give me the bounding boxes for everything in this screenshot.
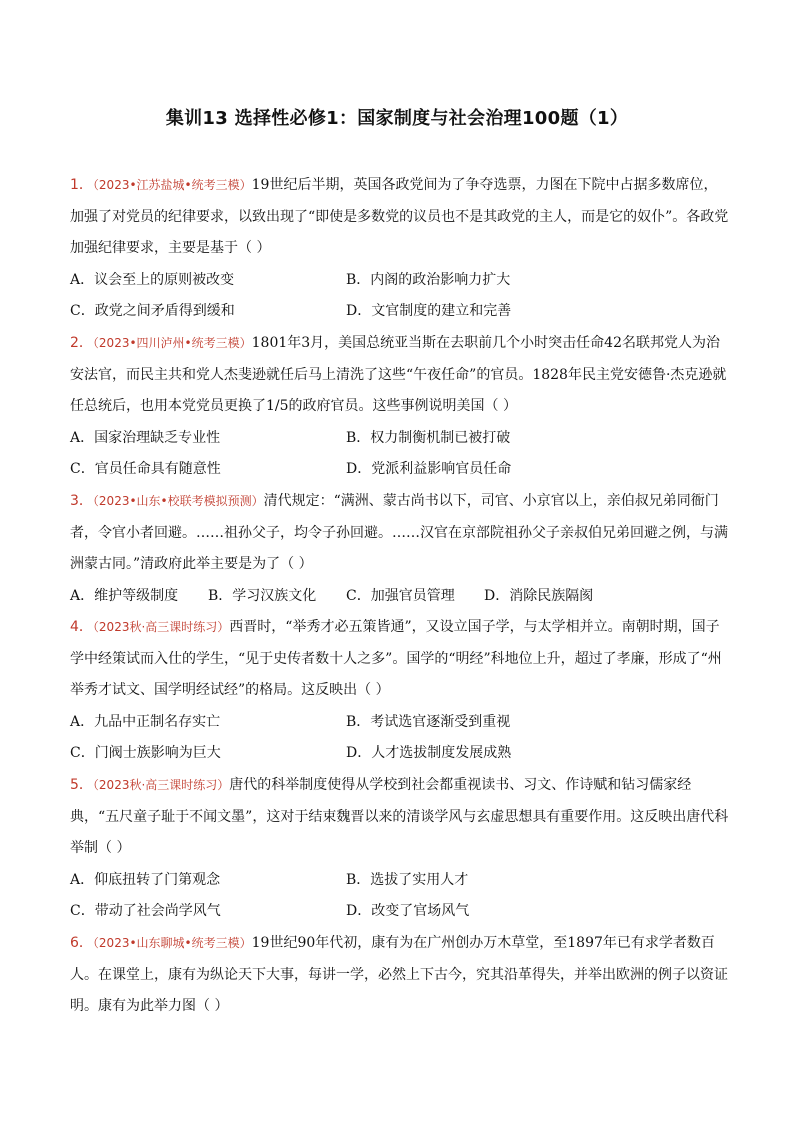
question-text: 19世纪后半期，英国各政党间为了争夺选票，力图在下院中占据多数席位，加强了对党员的纪律要求，以致出现了“即使是多数党的议员也不是其政党的主人，而是它的奴仆”。各政党加强纪律要求，主要是基于（ ） bbox=[70, 177, 729, 256]
question-2 bbox=[70, 328, 730, 477]
question-5 bbox=[70, 770, 730, 919]
question-text: 清代规定：“满洲、蒙古尚书以下，司官、小京官以上，亲伯叔兄弟同衙门者，令官小者回避。……祖孙父子，均令子孙回避。……汉官在京部院祖孙父子亲叔伯兄弟回避之例，与满洲蒙古同。”清政府此举主要是为了（ ） bbox=[70, 493, 728, 572]
option-a[interactable]: A．国家治理缺乏专业性 bbox=[70, 429, 221, 446]
option-d[interactable]: D．党派利益影响官员任命 bbox=[346, 461, 512, 477]
option-d[interactable]: D．文官制度的建立和完善 bbox=[346, 303, 512, 319]
option-c[interactable]: C．带动了社会尚学风气 bbox=[70, 903, 221, 919]
question-stem bbox=[70, 328, 730, 423]
question-4 bbox=[70, 612, 730, 761]
question-source: （2023•山东聊城•统考三模） bbox=[92, 936, 252, 950]
question-text: 唐代的科举制度使得从学校到社会都重视读书、习文、作诗赋和钻习儒家经典，“五尺童子耻于不闻文墨”，这对于结束魏晋以来的清谈学风与玄虚思想具有重要作用。这反映出唐代科举制（ ） bbox=[70, 777, 729, 856]
question-number: 3． bbox=[70, 493, 93, 509]
question-1 bbox=[70, 170, 730, 319]
question-stem bbox=[70, 486, 730, 581]
question-6 bbox=[70, 928, 730, 1023]
question-stem bbox=[70, 170, 730, 265]
option-b[interactable]: B．权力制衡机制已被打破 bbox=[346, 429, 511, 446]
question-number: 2． bbox=[70, 335, 93, 351]
option-a[interactable]: A．议会至上的原则被改变 bbox=[70, 271, 235, 288]
question-source: （2023秋·高三课时练习） bbox=[92, 620, 230, 634]
question-number: 4． bbox=[70, 619, 93, 635]
question-number: 6． bbox=[70, 935, 93, 951]
option-d[interactable]: D．改变了官场风气 bbox=[346, 903, 470, 919]
question-text: 1801年3月，美国总统亚当斯在去职前几个小时突击任命42名联邦党人为治安法官，而民主共和党人杰斐逊就任后马上清洗了这些“午夜任命”的官员。1828年民主党安德鲁·杰克逊就任总统后，也用本党党员更换了1/5的政府官员。这些事例说明美国（ ） bbox=[70, 335, 727, 414]
question-stem bbox=[70, 770, 730, 865]
page-title: 集训13 选择性必修1：国家制度与社会治理100题（1） bbox=[165, 108, 629, 129]
option-b[interactable]: B．考试选官逐渐受到重视 bbox=[346, 713, 511, 730]
question-source: （2023•山东•校联考模拟预测） bbox=[92, 494, 264, 508]
question-source: （2023•江苏盐城•统考三模） bbox=[92, 178, 252, 192]
question-number: 5． bbox=[70, 777, 93, 793]
option-c[interactable]: C．官员任命具有随意性 bbox=[70, 461, 221, 477]
question-3 bbox=[70, 486, 730, 604]
option-a[interactable]: A．维护等级制度 bbox=[70, 587, 179, 604]
question-number: 1． bbox=[70, 177, 93, 193]
option-d[interactable]: D．消除民族隔阂 bbox=[484, 587, 594, 604]
option-b[interactable]: B．选拔了实用人才 bbox=[346, 871, 469, 888]
option-b[interactable]: B．内阁的政治影响力扩大 bbox=[346, 271, 511, 288]
option-a[interactable]: A．仰底扭转了门第观念 bbox=[70, 871, 221, 888]
question-text: 19世纪90年代初，康有为在广州创办万木草堂，至1897年已有求学者数百人。在课堂上，康有为纵论天下大事，每讲一学，必然上下古今，究其沿革得失，并举出欧洲的例子以资证明。康有为此举力图（ ） bbox=[70, 935, 728, 1014]
question-source: （2023秋·高三课时练习） bbox=[92, 778, 230, 792]
question-stem bbox=[70, 612, 730, 707]
option-c[interactable]: C．门阀士族影响为巨大 bbox=[70, 745, 221, 761]
option-c[interactable]: C．加强官员管理 bbox=[346, 587, 455, 604]
option-a[interactable]: A．九品中正制名存实亡 bbox=[70, 713, 221, 730]
question-text: 西晋时，“举秀才必五策皆通”，又设立国子学，与太学相并立。南朝时期，国子学中经策试而入仕的学生，“见于史传者数十人之多”。国学的“明经”科地位上升，超过了孝廉，形成了“州举秀才试文、国学明经试经”的格局。这反映出（ ） bbox=[70, 619, 722, 698]
option-c[interactable]: C．政党之间矛盾得到缓和 bbox=[70, 303, 235, 319]
question-source: （2023•四川泸州•统考三模） bbox=[92, 336, 252, 350]
question-stem bbox=[70, 928, 730, 1023]
option-b[interactable]: B．学习汉族文化 bbox=[208, 587, 317, 604]
option-d[interactable]: D．人才选拔制度发展成熟 bbox=[346, 745, 512, 761]
